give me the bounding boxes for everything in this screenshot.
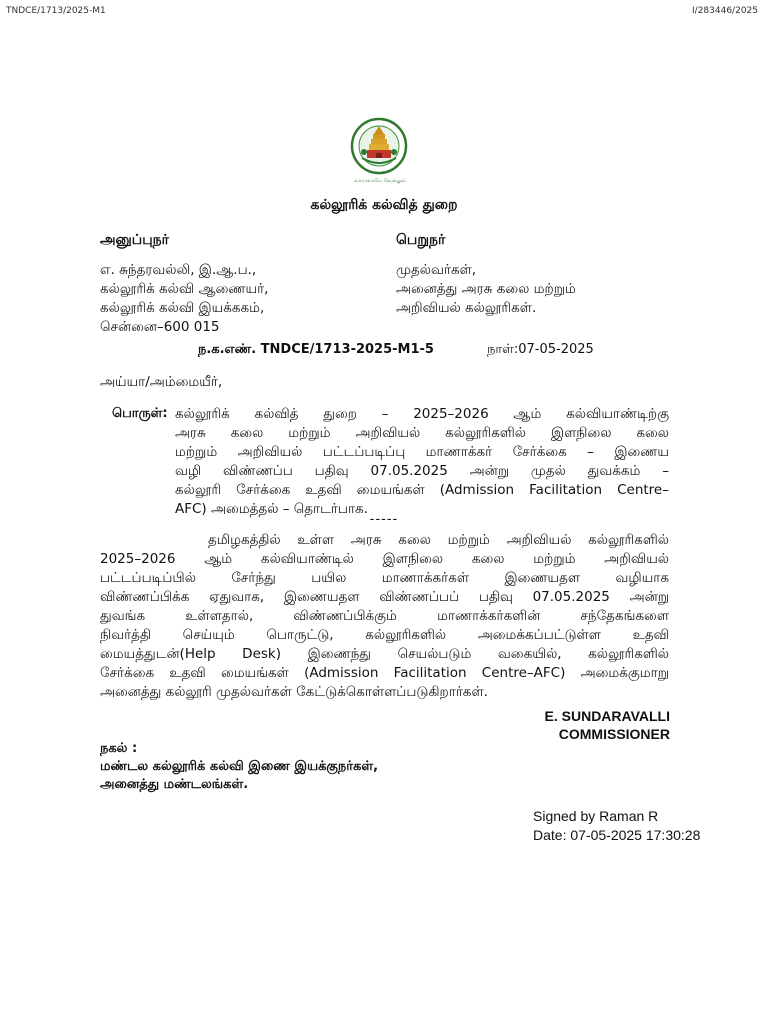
subject-line: மற்றும் அறிவியல் பட்டப்படிப்பு மாணாக்கர் சேர்க்கை – இணைய [175, 444, 669, 460]
subject-line: அரசு கலை மற்றும் அறிவியல் கல்லூரிகளில் இளநிலை கலை [175, 425, 669, 441]
body-line: நிவர்த்தி செய்யும் பொருட்டு, கல்லூரிகளில் அமைக்கப்பட்டுள்ள உதவி [100, 627, 669, 643]
from-line: கல்லூரிக் கல்வி இயக்ககம், [100, 300, 265, 316]
to-label: பெறுநர் [396, 232, 446, 248]
from-label: அனுப்புநர் [100, 232, 169, 248]
emblem-motto: வாய்மையே வெல்லும் [354, 178, 406, 184]
file-number-header: TNDCE/1713/2025-M1 [6, 6, 106, 16]
reference-number: ந.க.எண். TNDCE/1713-2025-M1-5 [198, 342, 434, 357]
body-line: அனைத்து கல்லூரி முதல்வர்கள் கேட்டுக்கொள்ளப்படுகிறார்கள். [100, 684, 488, 700]
copy-line: மண்டல கல்லூரிக் கல்வி இணை இயக்குநர்கள், [100, 759, 379, 774]
department-title: கல்லூரிக் கல்வித் துறை [310, 197, 458, 213]
copy-label: நகல் : [100, 741, 138, 756]
subject-line: AFC) அமைத்தல் – தொடர்பாக. [175, 501, 368, 517]
from-line: எ. சுந்தரவல்லி, இ.ஆ.ப., [100, 262, 257, 278]
subject-label: பொருள்: [112, 406, 168, 421]
to-line: அனைத்து அரசு கலை மற்றும் [396, 281, 576, 297]
body-line: விண்ணப்பிக்க ஏதுவாக, இணையதள விண்ணப்பப் பதிவு 07.05.2025 அன்று [100, 589, 669, 605]
document-id-header: I/283446/2025 [692, 6, 758, 16]
signatory-name: E. SUNDARAVALLI [544, 708, 670, 724]
signatory-title: COMMISSIONER [558, 726, 670, 742]
to-line: அறிவியல் கல்லூரிகள். [396, 300, 537, 316]
body-line: பட்டப்படிப்பில் சேர்ந்து பயில மாணாக்கர்கள் இணையதள வழியாக [100, 570, 669, 586]
letter-date: நாள்:07-05-2025 [487, 342, 594, 357]
salutation: அய்யா/அம்மையீர், [100, 374, 223, 390]
subject-line: வழி விண்ணப்ப பதிவு 07.05.2025 அன்று முதல் துவக்கம் – [175, 463, 669, 479]
body-line: துவங்க உள்ளதால், விண்ணப்பிக்கும் மாணாக்கர்களின் சந்தேகங்களை [100, 608, 669, 624]
subject-separator: ----- [369, 512, 399, 527]
copy-line: அனைத்து மண்டலங்கள். [100, 777, 249, 792]
body-line: தமிழகத்தில் உள்ள அரசு கலை மற்றும் அறிவியல் கல்லூரிகளில் [208, 532, 669, 548]
subject-line: கல்லூரிக் கல்வித் துறை – 2025–2026 ஆம் கல்வியாண்டிற்கு [175, 406, 669, 422]
digital-signature-signer: Signed by Raman R [533, 808, 659, 824]
to-line: முதல்வர்கள், [396, 262, 477, 278]
body-line: 2025–2026 ஆம் கல்வியாண்டில் இளநிலை கலை மற்றும் அறிவியல் [100, 551, 669, 567]
digital-signature-date: Date: 07-05-2025 17:30:28 [533, 827, 701, 843]
from-line: கல்லூரிக் கல்வி ஆணையர், [100, 281, 269, 297]
from-line: சென்னை–600 015 [100, 319, 220, 335]
body-line: மையத்துடன்(Help Desk) இணைந்து செயல்படும் வகையில், கல்லூரிகளில் [100, 646, 669, 662]
subject-line: கல்லூரி சேர்க்கை உதவி மையங்கள் (Admission Facilitation Centre– [175, 482, 669, 498]
body-line: சேர்க்கை உதவி மையங்கள் (Admission Facilitation Centre–AFC) அமைக்குமாறு [100, 665, 669, 681]
